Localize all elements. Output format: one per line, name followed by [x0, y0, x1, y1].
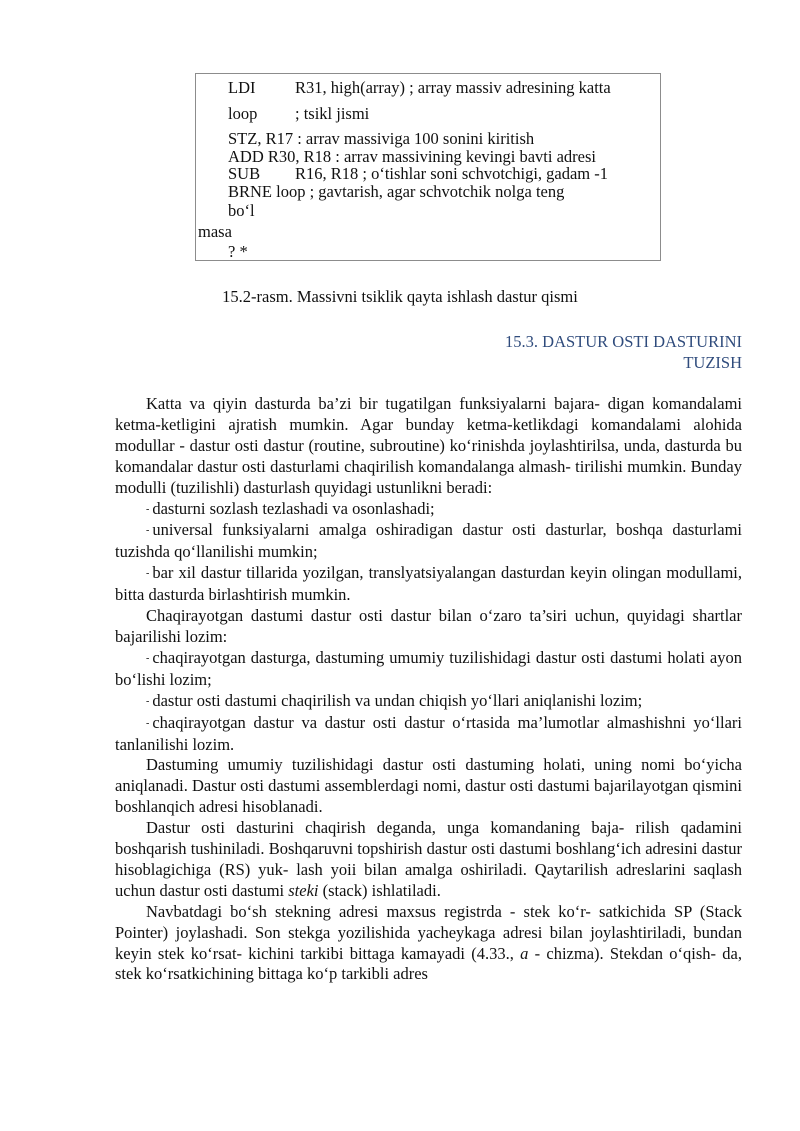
- section-heading-line: TUZISH: [683, 353, 742, 372]
- list-item-text: bar xil dastur tillarida yozilgan, translyatsiyalangan dasturdan keyin olingan modullami, bitta dasturda birlashtirish mumkin.: [115, 563, 742, 605]
- code-line: [198, 224, 232, 241]
- code-operands: masa: [198, 222, 232, 241]
- code-line: [228, 184, 564, 201]
- code-mnemonic: loop: [228, 104, 258, 123]
- code-line: [228, 244, 248, 261]
- dash-bullet: -: [146, 568, 150, 580]
- list-item-text: dasturni sozlash tezlashadi va osonlashadi;: [152, 498, 435, 518]
- code-listing-box: [195, 73, 661, 261]
- emphasis-term: a: [520, 943, 529, 963]
- code-operands: ; tsikl jismi: [295, 104, 370, 123]
- emphasis-term: steki: [288, 880, 319, 900]
- list-item: [115, 691, 742, 713]
- dash-bullet: -: [146, 717, 150, 729]
- list-item-text: universal funksiyalarni amalga oshiradigan dastur osti dasturlar, boshqa dasturlami tuzishda qo‘llanilishi mumkin;: [115, 520, 742, 562]
- paragraph: [115, 818, 742, 902]
- body-text: [115, 394, 742, 985]
- list-item: [115, 648, 742, 691]
- paragraph: [115, 902, 742, 986]
- paragraph: Dastuming umumiy tuzilishidagi dastur osti dastuming holati, uning nomi bo‘yicha aniqlanadi. Dastur osti dastumi assemblerdagi nomi, dastur osti dastumi bajarilayotgan qismini boshlanqich adresi hisoblanadi.: [115, 755, 742, 817]
- code-mnemonic: LDI: [228, 78, 256, 97]
- list-item-text: chaqirayotgan dasturga, dastuming umumiy tuzilishidagi dastur osti dastumi holati ayon bo‘lishi lozim;: [115, 647, 742, 689]
- code-operands: ADD R30, R18 : arrav massivining kevingi bavti adresi: [228, 147, 596, 166]
- code-line: [228, 166, 608, 183]
- section-heading-line: 15.3. DASTUR OSTI DASTURINI: [505, 332, 742, 351]
- paragraph-text: Dastur osti dasturini chaqirish deganda, unga komandaning baja- rilish qadamini boshqarish tushiniladi. Boshqaruvni topshirish dastur osti dastumi boshlang‘ich adresini dastur hisoblagichiga (RS) yuk- lash yoii bilan amalga oshiriladi. Qaytarilish adreslarini saqlash uchun dastur osti dastumi: [115, 818, 742, 900]
- list-item: [115, 499, 742, 521]
- figure-caption: 15.2-rasm. Massivni tsiklik qayta ishlash dastur qismi: [222, 287, 578, 306]
- code-operands: BRNE loop ; gavtarish, agar schvotchik nolga teng: [228, 182, 565, 201]
- paragraph-text: (stack) ishlatiladi.: [318, 880, 441, 900]
- code-line: [228, 106, 369, 123]
- code-operands: bo‘l: [228, 201, 255, 220]
- code-operands: STZ, R17 : arrav massiviga 100 sonini kiritish: [228, 129, 535, 148]
- list-item-text: chaqirayotgan dastur va dastur osti dastur o‘rtasida ma’lumotlar almashishni yo‘llari tanlanilishi lozim.: [115, 712, 742, 754]
- list-item: [115, 713, 742, 756]
- code-mnemonic: SUB: [228, 164, 261, 183]
- list-item: [115, 563, 742, 606]
- code-line: [228, 203, 255, 220]
- code-operands: R16, R18 ; o‘tishlar soni schvotchigi, gadam -1: [295, 164, 609, 183]
- code-operands: ? *: [228, 242, 248, 261]
- dash-bullet: -: [146, 525, 150, 537]
- code-line: [228, 131, 534, 148]
- section-heading: [505, 331, 742, 373]
- list-item-text: dastur osti dastumi chaqirilish va undan chiqish yo‘llari aniqlanishi lozim;: [152, 690, 643, 710]
- paragraph: Katta va qiyin dasturda ba’zi bir tugatilgan funksiyalarni bajara- digan komandalami ketma-ketligini ajratish mumkin. Agar bunday ketma-ketlikdagi komandalami alohida modullar - dastur osti dastur (routine, subroutine) ko‘rinishda joylashtirilsa, unda, dasturda bu komandalar dastur osti dasturlami chaqirilish komandalanga almash- tirilishi mumkin. Bunday modulli (tuzilishli) dasturlash quyidagi ustunlikni beradi:: [115, 394, 742, 497]
- dash-bullet: -: [146, 652, 150, 664]
- dash-bullet: -: [146, 695, 150, 707]
- paragraph: Chaqirayotgan dastumi dastur osti dastur bilan o‘zaro ta’siri uchun, quyidagi shartlar bajarilishi lozim:: [115, 606, 742, 646]
- paragraph-text: - chizma). Stekdan o‘qish- da, stek ko‘rsatkichining bittaga ko‘p tarkibli adres: [115, 943, 742, 984]
- list-item: [115, 520, 742, 563]
- dash-bullet: -: [146, 503, 150, 515]
- code-line: [228, 80, 611, 97]
- paragraph-text: Navbatdagi bo‘sh stekning adresi maxsus registrda - stek ko‘r- satkichida SP (Stack Pointer) joylashadi. Son stekga yozilishida yacheykaga adresi bilan joylashtiriladi, bundan keyin stek ko‘rsat- kichini tarkibi bittaga kamayadi (4.33.,: [115, 901, 742, 963]
- code-operands: R31, high(array) ; array massiv adresining katta: [295, 78, 611, 97]
